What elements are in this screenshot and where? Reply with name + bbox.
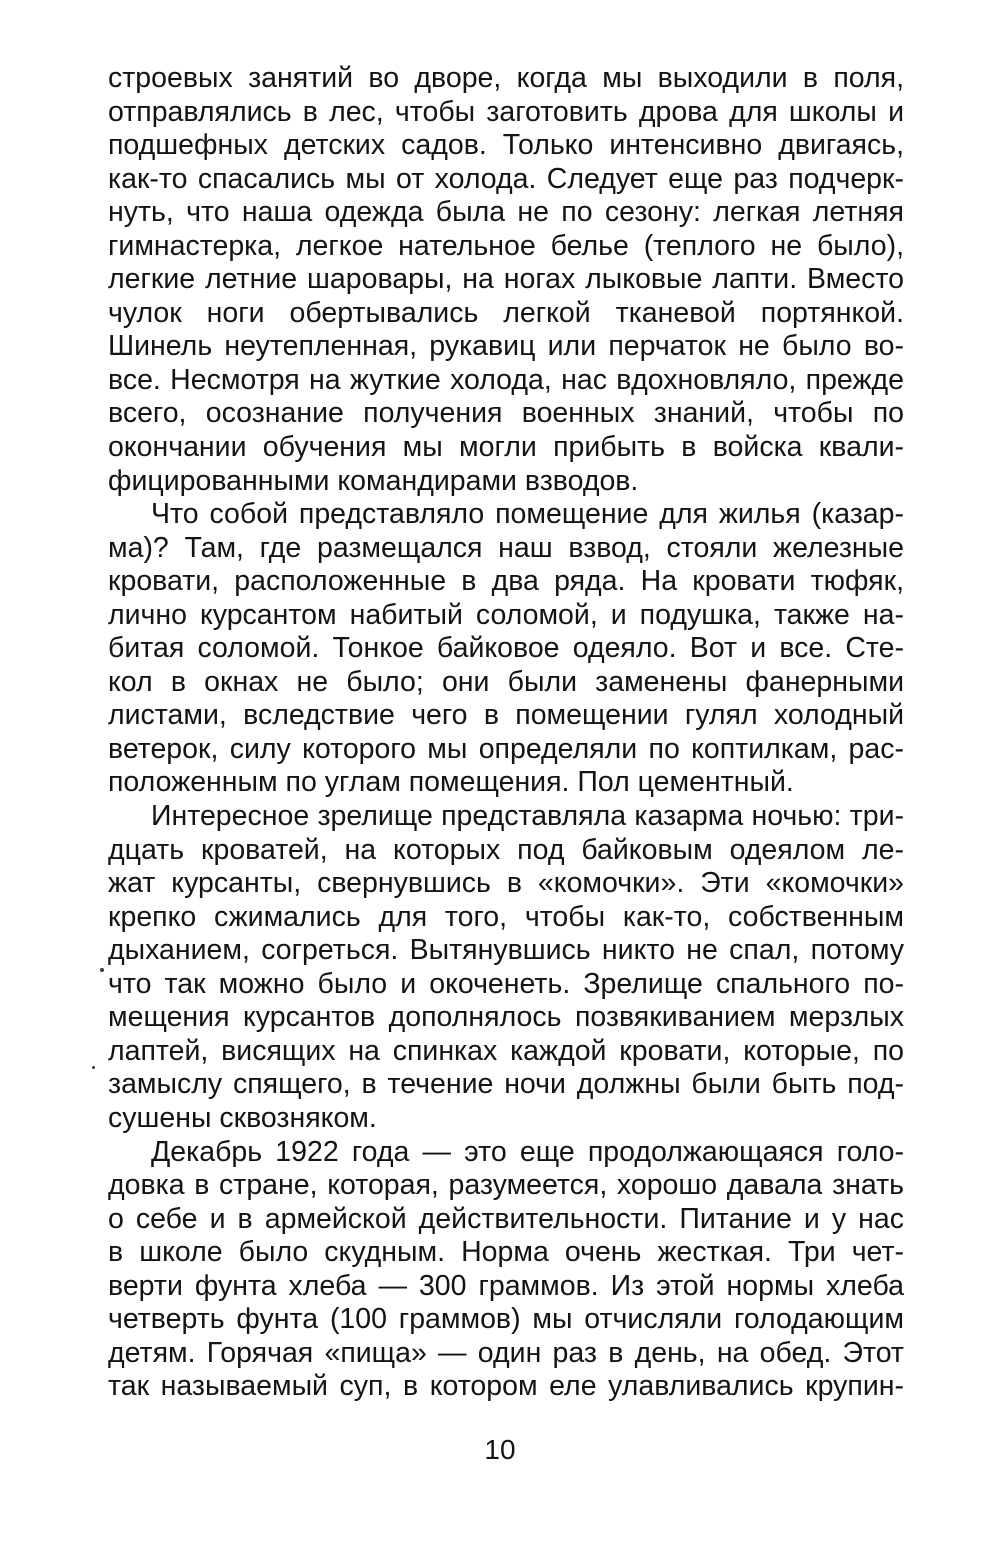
text-line-25: жат курсанты, свернувшись в «комочки». Эти «комочки» — [108, 867, 904, 900]
text-line-33: Декабрь 1922 года — это еще продолжающаяся голо- — [151, 1135, 904, 1168]
text-line-16: кровати, расположенные в два ряда. На кровати тюфяк, — [108, 565, 904, 598]
text-line-34: довка в стране, которая, разумеется, хорошо давала знать — [108, 1169, 904, 1202]
text-line-23: Интересное зрелище представляла казарма ночью: три- — [151, 800, 904, 833]
text-line-4: как-то спасались мы от холода. Следует еще раз подчерк- — [108, 162, 904, 195]
page-text — [108, 62, 904, 1404]
text-line-13: фицированными командирами взводов. — [108, 464, 639, 497]
text-line-40: так называемый суп, в котором еле улавливались крупин- — [108, 1370, 904, 1403]
text-line-22: положенным по углам помещения. Пол цементный. — [108, 766, 794, 799]
text-line-19: кол в окнах не было; они были заменены фанерными — [108, 665, 904, 698]
text-line-27: дыханием, согреться. Вытянувшись никто не спал, потому — [108, 934, 904, 967]
page-number: 10 — [484, 1434, 516, 1465]
text-line-6: гимнастерка, легкое нательное белье (теплого не было), — [108, 229, 904, 262]
text-line-10: все. Несмотря на жуткие холода, нас вдохновляло, прежде — [108, 363, 904, 396]
text-line-21: ветерок, силу которого мы определяли по коптилкам, рас- — [108, 732, 904, 765]
text-line-5: нуть, что наша одежда была не по сезону: легкая летняя — [108, 196, 904, 229]
text-line-20: листами, вследствие чего в помещении гулял холодный — [108, 699, 904, 732]
text-line-1: строевых занятий во дворе, когда мы выходили в поля, — [108, 62, 904, 94]
text-line-9: Шинель неутепленная, рукавиц или перчаток не было во- — [108, 330, 904, 363]
scan-speck — [100, 968, 104, 972]
text-line-36: в школе было скудным. Норма очень жесткая. Три чет- — [108, 1236, 904, 1269]
text-line-17: лично курсантом набитый соломой, и подушка, также на- — [108, 598, 904, 631]
text-line-39: детям. Горячая «пища» — один раз в день, на обед. Этот — [108, 1336, 904, 1369]
text-line-2: отправлялись в лес, чтобы заготовить дрова для школы и — [108, 95, 904, 128]
text-line-8: чулок ноги обертывались легкой тканевой портянкой. — [108, 296, 904, 329]
text-line-18: битая соломой. Тонкое байковое одеяло. Вот и все. Сте- — [108, 632, 904, 665]
text-line-24: дцать кроватей, на которых под байковым одеялом ле- — [108, 833, 904, 866]
text-line-3: подшефных детских садов. Только интенсивно двигаясь, — [108, 129, 904, 162]
text-line-37: верти фунта хлеба — 300 граммов. Из этой нормы хлеба — [108, 1269, 904, 1302]
text-line-7: легкие летние шаровары, на ногах лыковые лапти. Вместо — [108, 263, 904, 296]
text-line-28: что так можно было и окоченеть. Зрелище спального по- — [108, 967, 904, 1000]
text-line-26: крепко сжимались для того, чтобы как-то, собственным — [108, 900, 904, 933]
text-line-30: лаптей, висящих на спинках каждой кровати, которые, по — [108, 1034, 904, 1067]
text-line-11: всего, осознание получения военных знаний, чтобы по — [108, 397, 904, 430]
text-line-14: Что собой представляло помещение для жилья (казар- — [151, 498, 904, 531]
text-line-15: ма)? Там, где размещался наш взвод, стояли железные — [108, 531, 904, 564]
text-line-29: мещения курсантов дополнялось позвякиванием мерзлых — [108, 1001, 904, 1034]
text-line-31: замыслу спящего, в течение ночи должны были быть под- — [108, 1068, 904, 1101]
scan-speck — [92, 1066, 95, 1069]
text-line-12: окончании обучения мы могли прибыть в войска квали- — [108, 431, 904, 464]
text-line-38: четверть фунта (100 граммов) мы отчисляли голодающим — [108, 1303, 904, 1336]
text-line-32: сушены сквозняком. — [108, 1101, 377, 1134]
text-line-35: о себе и в армейской действительности. Питание и у нас — [108, 1202, 904, 1235]
